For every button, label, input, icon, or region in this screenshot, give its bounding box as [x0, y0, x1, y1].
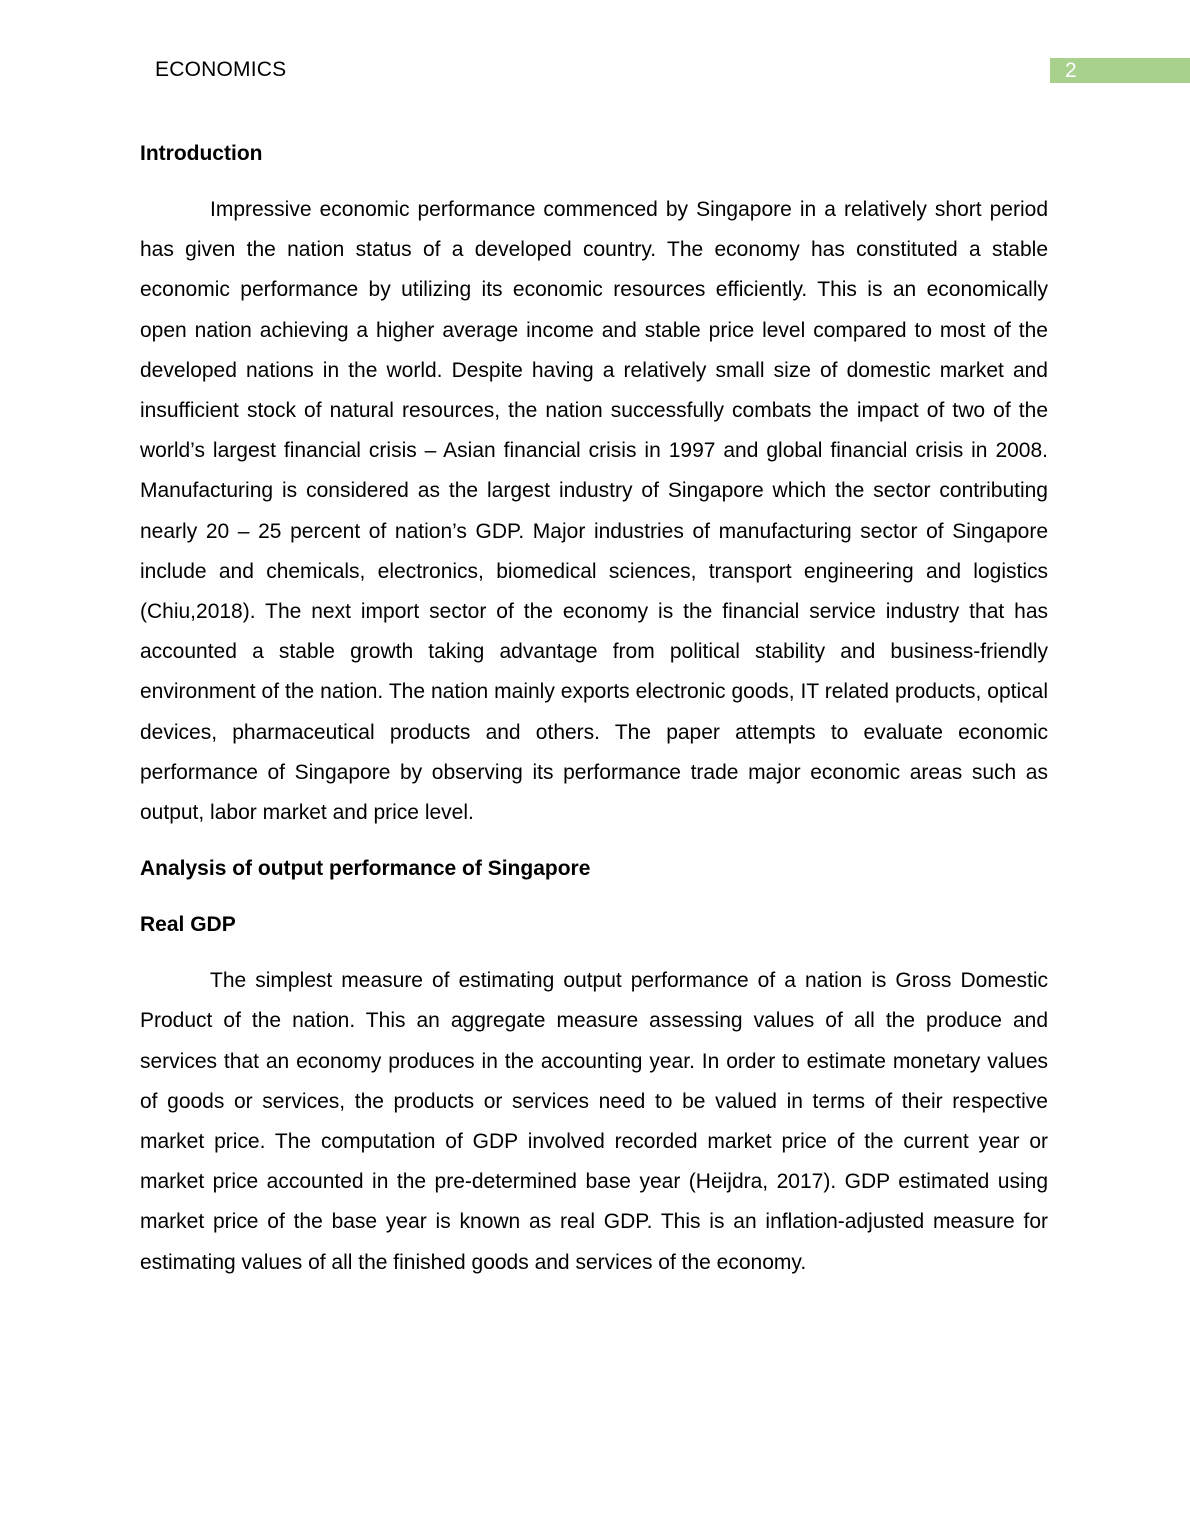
analysis-heading: Analysis of output performance of Singapore — [140, 857, 591, 881]
real-gdp-paragraph: The simplest measure of estimating output performance of a nation is Gross Domestic Product of the nation. This an aggregate measure assessing values of all the produce and services that an economy produces in the accounting year. In order to estimate monetary values of goods or services, the products or services need to be valued in terms of their respective market price. The computation of GDP involved recorded market price of the current year or market price accounted in the pre-determined base year (Heijdra, 2017). GDP estimated using market price of the base year is known as real GDP. This is an inflation-adjusted measure for estimating values of all the finished goods and services of the economy. — [140, 969, 1048, 1274]
introduction-heading: Introduction — [140, 142, 263, 165]
running-head: ECONOMICS — [155, 58, 287, 81]
page-number-bar — [1050, 58, 1190, 83]
document-body — [140, 134, 1048, 1283]
page-number: 2 — [1065, 59, 1077, 82]
introduction-paragraph: Impressive economic performance commenced by Singapore in a relatively short period has given the nation status of a developed country. The economy has constituted a stable economic performance by utilizing its economic resources efficiently. This is an economically open nation achieving a higher average income and stable price level compared to most of the developed nations in the world. Despite having a relatively small size of domestic market and insufficient stock of natural resources, the nation successfully combats the impact of two of the world’s largest financial crisis – Asian financial crisis in 1997 and global financial crisis in 2008. Manufacturing is considered as the largest industry of Singapore which the sector contributing nearly 20 – 25 percent of nation’s GDP. Major industries of manufacturing sector of Singapore include and chemicals, electronics, biomedical sciences, transport engineering and logistics (Chiu,2018). The next import sector of the economy is the financial service industry that has accounted a stable growth taking advantage from political stability and business-friendly environment of the nation. The nation mainly exports electronic goods, IT related products, optical devices, pharmaceutical products and others. The paper attempts to evaluate economic performance of Singapore by observing its performance trade major economic areas such as output, labor market and price level. — [140, 198, 1048, 825]
real-gdp-heading: Real GDP — [140, 913, 236, 937]
